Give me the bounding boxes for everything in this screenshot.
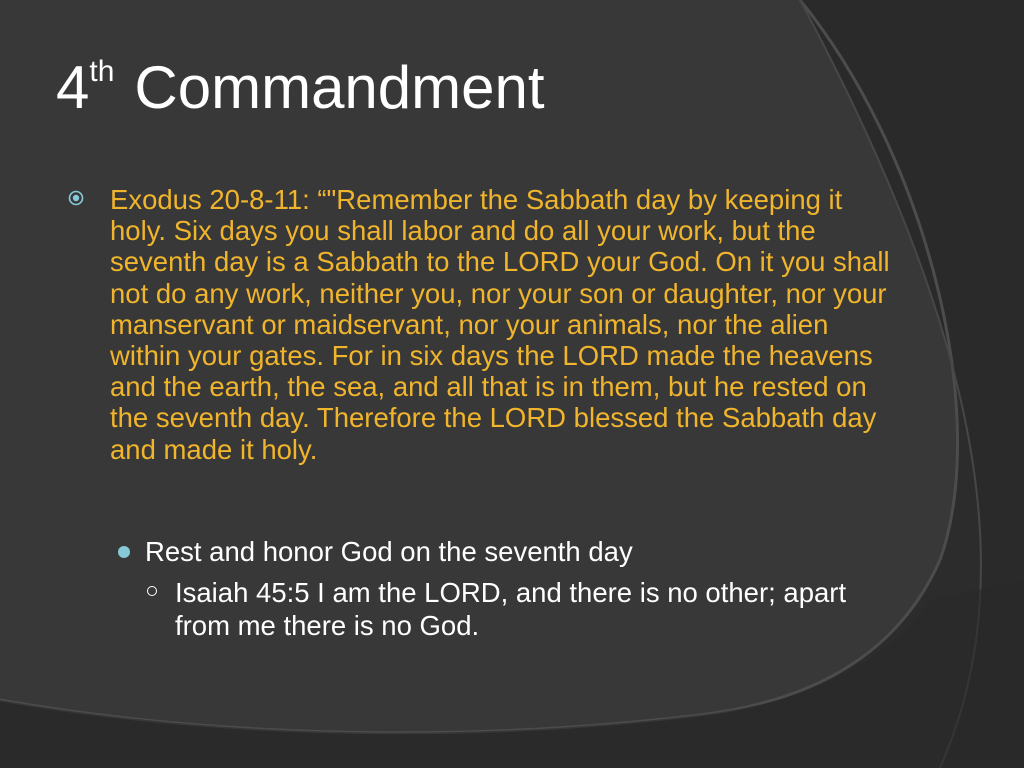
dot-bullet-icon [118,546,130,558]
bullet-level3-text: Isaiah 45:5 I am the LORD, and there is no other; apart from me there is no God. [175,577,847,641]
title-number: 4 [56,54,90,121]
bullet-level1-text: Exodus 20-8-11: “"Remember the Sabbath day by keeping it holy. Six days you shall labor and do all your work, but the seventh day is a Sabbath to the LORD your God. On it you shall not do any work, neither you, nor your son or daughter, nor your manservant or maidservant, nor your animals, nor the alien within your gates. For in six days the LORD made the heavens and the earth, the sea, and all that is in them, but he rested on the seventh day. Therefore the LORD blessed the Sabbath day and made it holy. [110,184,890,465]
title-superscript: th [89,55,115,88]
bullet-level2-text: Rest and honor God on the seventh day [145,536,633,567]
title-text: Commandment [134,54,545,121]
slide-title [56,54,545,121]
target-bullet-icon [68,190,84,206]
circle-bullet-icon [147,586,157,596]
